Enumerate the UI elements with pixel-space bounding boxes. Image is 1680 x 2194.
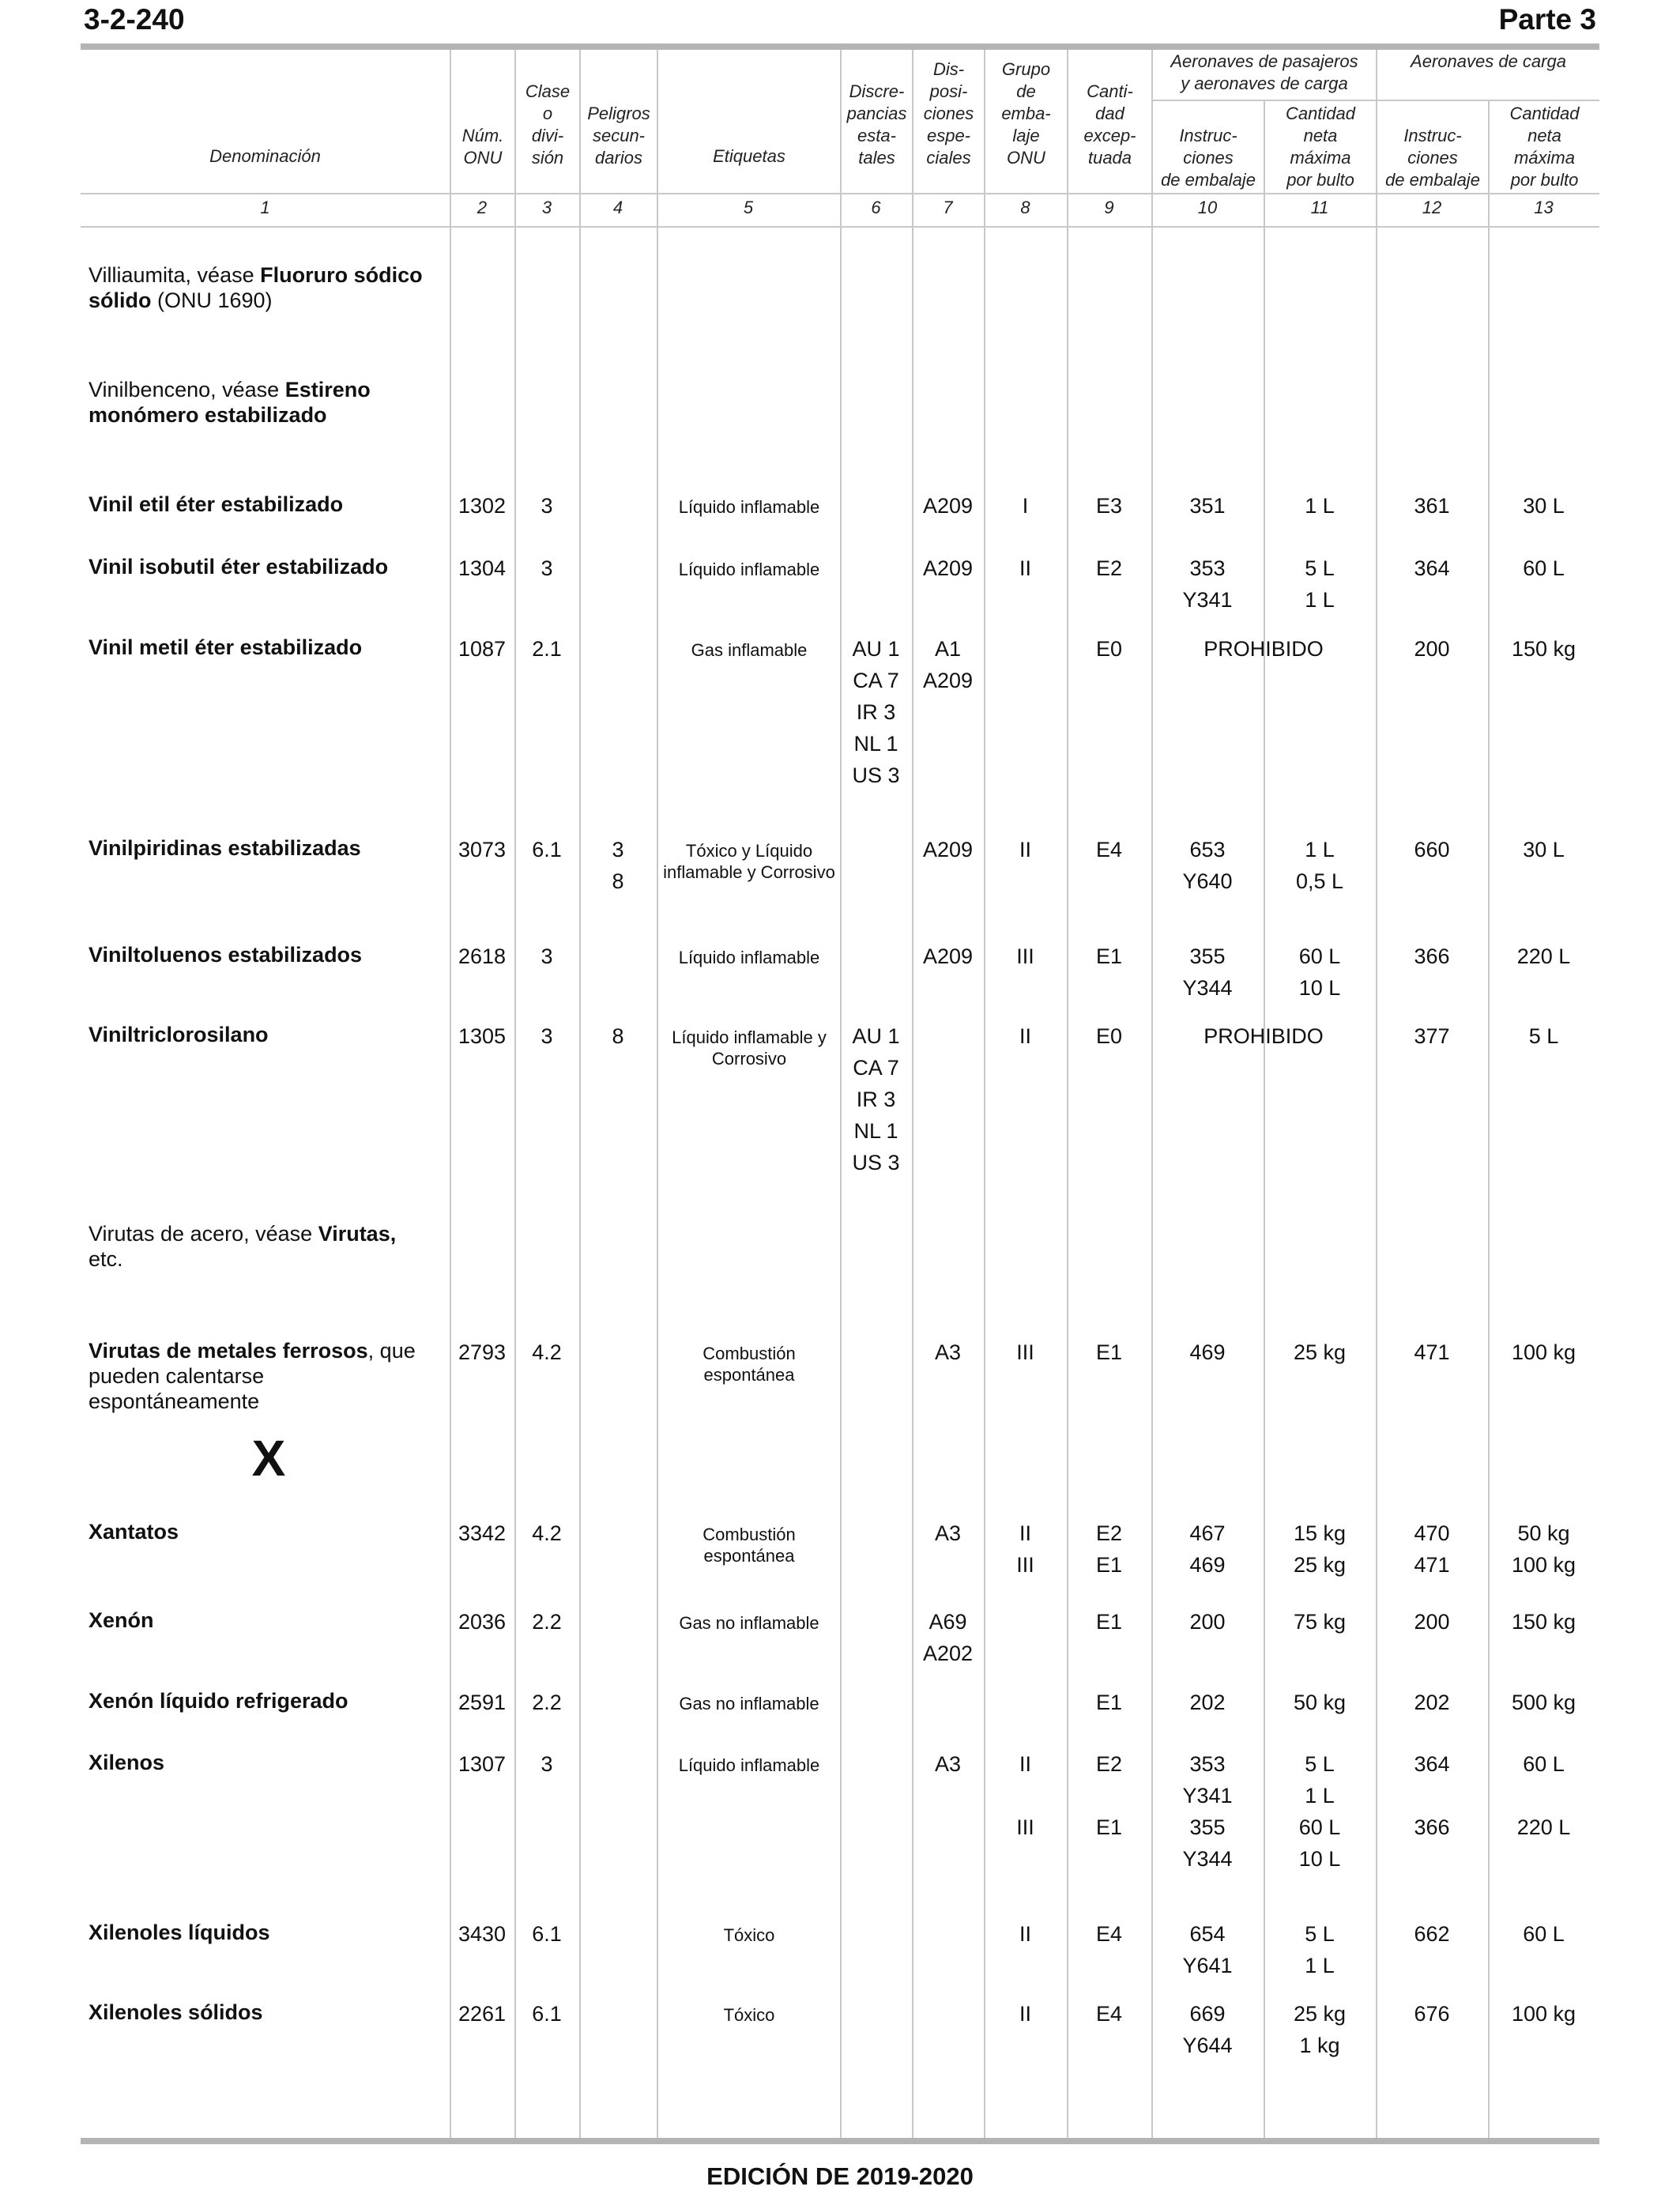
cargo-net-quantity-cell: 100 kg — [1511, 2002, 1576, 2026]
column-number: 11 — [1310, 198, 1329, 217]
passenger-packing-instruction-cell: 355 Y344 — [1182, 944, 1233, 1000]
substance-name: Virutas de metales ferrosos, que pueden calentarse espontáneamente — [89, 1339, 416, 1413]
cross-reference: Vinilbenceno, véase Estireno monómero estabilizado — [89, 378, 371, 427]
special-provision-cell: A209 — [922, 944, 974, 968]
substance-name: Viniltoluenos estabilizados — [89, 943, 363, 967]
special-provision-cell: A1 A209 — [922, 637, 974, 692]
hazard-label-cell: Gas inflamable — [691, 640, 808, 660]
hazard-label-cell: Líquido inflamable — [678, 497, 820, 517]
column-number: 10 — [1197, 198, 1218, 217]
packing-group-cell: II — [1019, 2002, 1031, 2026]
col-divider — [514, 50, 516, 2138]
substance-name: Viniltriclorosilano — [89, 1023, 269, 1046]
header-discrepancias: Discre- pancias esta- tales — [846, 81, 907, 168]
substance-name: Vinil isobutil éter estabilizado — [89, 555, 389, 579]
passenger-packing-instruction-cell: 353 Y341 — [1182, 556, 1233, 612]
onu-number-cell: 2036 — [458, 1610, 507, 1634]
hazard-label-cell: Líquido inflamable — [678, 948, 820, 967]
passenger-net-quantity-cell: 1 L — [1305, 494, 1335, 518]
packing-group-cell: III — [1016, 944, 1034, 968]
cargo-packing-instruction-cell: 470 471 — [1414, 1521, 1450, 1577]
onu-number-cell: 1307 — [458, 1752, 507, 1776]
excepted-quantity-cell: E1 — [1095, 1340, 1123, 1364]
passenger-packing-instruction-cell: 654 Y641 — [1182, 1922, 1233, 1977]
cargo-net-quantity-cell: 220 L — [1516, 944, 1571, 968]
header-clase: Clase o divi- sión — [525, 81, 571, 168]
class-cell: 3 — [541, 1024, 553, 1048]
packing-group-cell: I — [1022, 494, 1029, 518]
cargo-net-quantity-cell: 30 L — [1523, 838, 1565, 861]
class-cell: 4.2 — [532, 1521, 562, 1545]
cargo-packing-instruction-cell: 200 — [1414, 1610, 1450, 1634]
prohibited-passenger-cell: PROHIBIDO — [1203, 1024, 1324, 1048]
edition-footer: EDICIÓN DE 2019-2020 — [706, 2162, 974, 2190]
header-divider — [1151, 100, 1599, 101]
packing-group-cell: II III — [1016, 1521, 1034, 1577]
onu-number-cell: 1302 — [458, 494, 507, 518]
hazard-label-cell: Líquido inflamable — [678, 560, 820, 579]
secondary-hazard-cell: 8 — [612, 1024, 624, 1048]
special-provision-cell: A3 — [934, 1340, 962, 1364]
hazard-label-cell: Líquido inflamable — [678, 1755, 820, 1775]
excepted-quantity-cell: E4 — [1095, 2002, 1123, 2026]
substance-name: Vinil etil éter estabilizado — [89, 492, 344, 516]
class-cell: 2.2 — [532, 1610, 562, 1634]
cargo-net-quantity-cell: 60 L 220 L — [1516, 1752, 1571, 1839]
packing-group-cell: II — [1019, 1922, 1031, 1946]
passenger-net-quantity-cell: 25 kg 1 kg — [1293, 2002, 1347, 2057]
page-number: 3-2-240 — [84, 3, 185, 36]
cross-reference: Villiaumita, véase Fluoruro sódico sólido (ONU 1690) — [89, 263, 423, 312]
column-number: 12 — [1422, 198, 1442, 217]
excepted-quantity-cell: E1 — [1095, 1691, 1123, 1714]
hazard-label-cell: Tóxico — [723, 2005, 775, 2025]
cargo-packing-instruction-cell: 377 — [1414, 1024, 1450, 1048]
passenger-net-quantity-cell: 1 L 0,5 L — [1295, 838, 1344, 893]
prohibited-passenger-cell: PROHIBIDO — [1203, 637, 1324, 661]
header-instrucciones-carga: Instruc- ciones de embalaje — [1385, 126, 1480, 190]
header-divider — [81, 193, 1599, 194]
header-cantidad-exceptuada: Canti- dad excep- tuada — [1083, 81, 1136, 168]
header-denominacion: Denominación — [209, 146, 321, 166]
substance-name: Xenón líquido refrigerado — [89, 1689, 348, 1713]
bottom-rule — [81, 2138, 1599, 2144]
passenger-packing-instruction-cell: 202 — [1189, 1691, 1226, 1714]
passenger-net-quantity-cell: 5 L 1 L — [1305, 1922, 1335, 1977]
substance-name: Xilenoles sólidos — [89, 2000, 263, 2024]
packing-group-cell: II — [1019, 838, 1031, 861]
cargo-packing-instruction-cell: 660 — [1414, 838, 1450, 861]
header-pasajeros-group: Aeronaves de pasajeros y aeronaves de carga — [1170, 51, 1358, 93]
packing-group-cell: II — [1019, 1024, 1031, 1048]
cargo-packing-instruction-cell: 471 — [1414, 1340, 1450, 1364]
cargo-packing-instruction-cell: 366 — [1414, 944, 1450, 968]
column-number: 6 — [871, 198, 881, 217]
passenger-net-quantity-cell: 15 kg 25 kg — [1293, 1521, 1347, 1577]
col-divider — [912, 50, 913, 2138]
column-number: 5 — [743, 198, 754, 217]
hazard-label-cell: Gas no inflamable — [679, 1694, 819, 1713]
cargo-net-quantity-cell: 50 kg 100 kg — [1511, 1521, 1576, 1577]
column-number: 8 — [1020, 198, 1030, 217]
packing-group-cell: II — [1019, 556, 1031, 580]
hazard-label-cell: Combustión espontánea — [703, 1525, 796, 1566]
class-cell: 3 — [541, 1752, 553, 1776]
class-cell: 2.2 — [532, 1691, 562, 1714]
passenger-net-quantity-cell: 5 L 1 L 60 L 10 L — [1298, 1752, 1341, 1871]
hazard-label-cell: Gas no inflamable — [679, 1613, 819, 1633]
hazard-label-cell: Combustión espontánea — [703, 1344, 796, 1385]
excepted-quantity-cell: E2 E1 — [1095, 1521, 1123, 1577]
passenger-packing-instruction-cell: 669 Y644 — [1182, 2002, 1233, 2057]
excepted-quantity-cell: E1 — [1095, 944, 1123, 968]
cargo-net-quantity-cell: 5 L — [1528, 1024, 1559, 1048]
column-number: 13 — [1534, 198, 1554, 217]
onu-number-cell: 2793 — [458, 1340, 507, 1364]
header-disposiciones: Dis- posi- ciones espe- ciales — [923, 59, 974, 168]
onu-number-cell: 2618 — [458, 944, 507, 968]
passenger-net-quantity-cell: 25 kg — [1293, 1340, 1347, 1364]
passenger-packing-instruction-cell: 467 469 — [1189, 1521, 1226, 1577]
secondary-hazard-cell: 3 8 — [612, 838, 624, 893]
cargo-net-quantity-cell: 150 kg — [1511, 1610, 1576, 1634]
hazard-label-cell: Líquido inflamable y Corrosivo — [672, 1027, 827, 1069]
special-provision-cell: A209 — [922, 556, 974, 580]
cargo-net-quantity-cell: 500 kg — [1511, 1691, 1576, 1714]
cargo-packing-instruction-cell: 202 — [1414, 1691, 1450, 1714]
onu-number-cell: 3430 — [458, 1922, 507, 1946]
substance-name: Xilenoles líquidos — [89, 1921, 270, 1944]
hazard-label-cell: Tóxico — [723, 1925, 775, 1945]
passenger-packing-instruction-cell: 353 Y341 355 Y344 — [1182, 1752, 1233, 1871]
onu-number-cell: 1087 — [458, 637, 507, 661]
cross-reference: Virutas de acero, véase Virutas, etc. — [89, 1222, 397, 1271]
substance-name: Xantatos — [89, 1520, 179, 1544]
header-cantidad-neta-carga: Cantidad neta máxima por bulto — [1509, 104, 1580, 190]
part-title: Parte 3 — [1498, 3, 1596, 36]
excepted-quantity-cell: E4 — [1095, 838, 1123, 861]
substance-name: Xilenos — [89, 1751, 165, 1774]
cargo-packing-instruction-cell: 361 — [1414, 494, 1450, 518]
cargo-packing-instruction-cell: 676 — [1414, 2002, 1450, 2026]
column-number: 4 — [612, 198, 623, 217]
column-number: 2 — [477, 198, 488, 217]
passenger-packing-instruction-cell: 351 — [1189, 494, 1226, 518]
header-grupo-embalaje: Grupo de emba- laje ONU — [1001, 59, 1051, 168]
column-number: 9 — [1104, 198, 1114, 217]
hazard-label-cell: Tóxico y Líquido inflamable y Corrosivo — [663, 841, 835, 882]
passenger-net-quantity-cell: 75 kg — [1293, 1610, 1347, 1634]
excepted-quantity-cell: E0 — [1095, 1024, 1123, 1048]
class-cell: 6.1 — [532, 2002, 562, 2026]
excepted-quantity-cell: E2 E1 — [1095, 1752, 1123, 1839]
excepted-quantity-cell: E4 — [1095, 1922, 1123, 1946]
onu-number-cell: 3342 — [458, 1521, 507, 1545]
packing-group-cell: II III — [1016, 1752, 1034, 1839]
header-instrucciones-pasajeros: Instruc- ciones de embalaje — [1161, 126, 1256, 190]
special-provision-cell: A3 — [934, 1521, 962, 1545]
column-number: 3 — [541, 198, 552, 217]
class-cell: 4.2 — [532, 1340, 562, 1364]
header-onu: Núm. ONU — [461, 126, 504, 168]
onu-number-cell: 1304 — [458, 556, 507, 580]
cargo-net-quantity-cell: 60 L — [1523, 556, 1565, 580]
header-carga-group: Aeronaves de carga — [1411, 51, 1566, 71]
column-number: 7 — [943, 198, 953, 217]
cargo-net-quantity-cell: 60 L — [1523, 1922, 1565, 1946]
col-divider — [579, 50, 581, 2138]
top-rule — [81, 43, 1599, 50]
column-number: 1 — [260, 198, 270, 217]
header-peligros: Peligros secun- darios — [587, 104, 650, 168]
passenger-net-quantity-cell: 5 L 1 L — [1305, 556, 1335, 612]
passenger-packing-instruction-cell: 653 Y640 — [1182, 838, 1233, 893]
class-cell: 3 — [541, 556, 553, 580]
substance-name: Vinil metil éter estabilizado — [89, 635, 363, 659]
class-cell: 3 — [541, 494, 553, 518]
col-divider — [657, 50, 658, 2138]
special-provision-cell: A69 A202 — [922, 1610, 974, 1665]
header-etiquetas: Etiquetas — [713, 146, 785, 166]
passenger-packing-instruction-cell: 200 — [1189, 1610, 1226, 1634]
passenger-net-quantity-cell: 60 L 10 L — [1298, 944, 1341, 1000]
cargo-packing-instruction-cell: 364 — [1414, 556, 1450, 580]
header-divider — [81, 226, 1599, 228]
packing-group-cell: III — [1016, 1340, 1034, 1364]
cargo-net-quantity-cell: 100 kg — [1511, 1340, 1576, 1364]
excepted-quantity-cell: E0 — [1095, 637, 1123, 661]
onu-number-cell: 2261 — [458, 2002, 507, 2026]
class-cell: 6.1 — [532, 1922, 562, 1946]
excepted-quantity-cell: E1 — [1095, 1610, 1123, 1634]
cargo-packing-instruction-cell: 364 366 — [1414, 1752, 1450, 1839]
section-letter: X — [251, 1430, 286, 1487]
cargo-packing-instruction-cell: 200 — [1414, 637, 1450, 661]
onu-number-cell: 3073 — [458, 838, 507, 861]
cargo-net-quantity-cell: 150 kg — [1511, 637, 1576, 661]
header-cantidad-neta-pasajeros: Cantidad neta máxima por bulto — [1285, 104, 1356, 190]
passenger-packing-instruction-cell: 469 — [1189, 1340, 1226, 1364]
passenger-net-quantity-cell: 50 kg — [1293, 1691, 1347, 1714]
col-divider — [450, 50, 451, 2138]
cargo-packing-instruction-cell: 662 — [1414, 1922, 1450, 1946]
special-provision-cell: A209 — [922, 838, 974, 861]
state-variation-cell: AU 1 CA 7 IR 3 NL 1 US 3 — [852, 637, 900, 787]
state-variation-cell: AU 1 CA 7 IR 3 NL 1 US 3 — [852, 1024, 900, 1174]
excepted-quantity-cell: E2 — [1095, 556, 1123, 580]
onu-number-cell: 1305 — [458, 1024, 507, 1048]
class-cell: 3 — [541, 944, 553, 968]
class-cell: 6.1 — [532, 838, 562, 861]
substance-name: Xenón — [89, 1608, 154, 1632]
excepted-quantity-cell: E3 — [1095, 494, 1123, 518]
special-provision-cell: A209 — [922, 494, 974, 518]
onu-number-cell: 2591 — [458, 1691, 507, 1714]
special-provision-cell: A3 — [934, 1752, 962, 1776]
substance-name: Vinilpiridinas estabilizadas — [89, 836, 361, 860]
cargo-net-quantity-cell: 30 L — [1523, 494, 1565, 518]
class-cell: 2.1 — [532, 637, 562, 661]
